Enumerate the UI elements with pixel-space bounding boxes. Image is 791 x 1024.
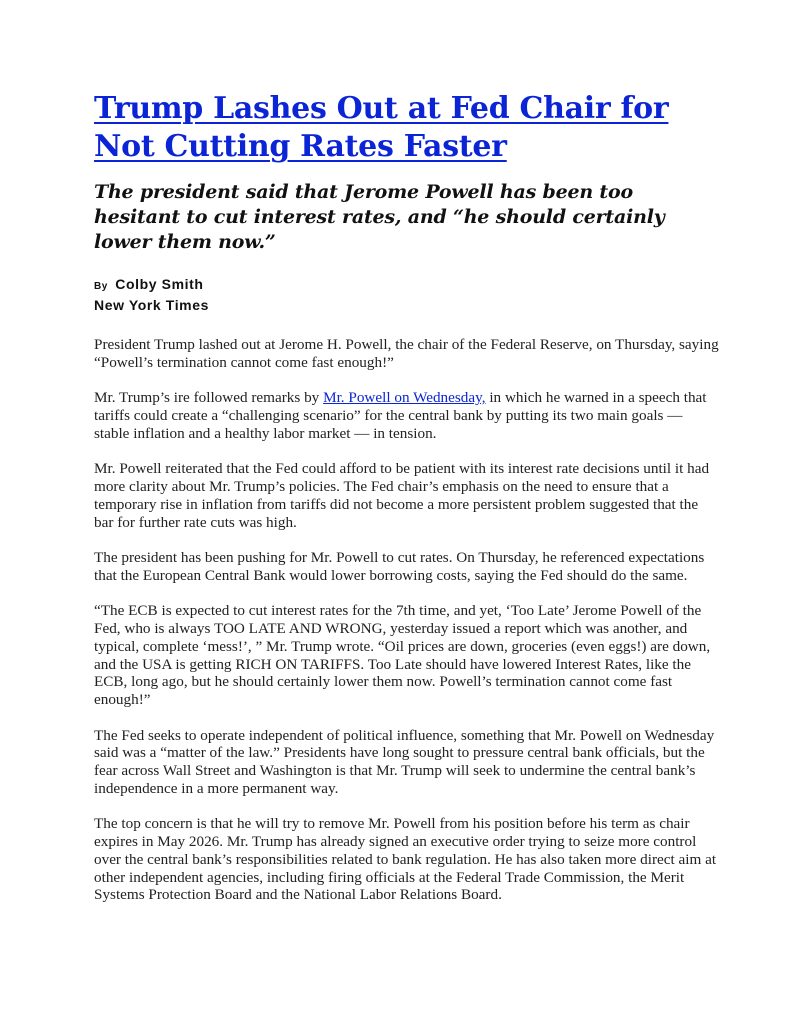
paragraph-2-lead: Mr. Trump’s ire followed remarks by [94,389,324,407]
article-body [94,336,719,904]
byline-author: Colby Smith [115,276,204,292]
article-page [94,90,719,922]
powell-wednesday-link[interactable]: Mr. Powell on Wednesday, [323,389,486,407]
paragraph-6: The Fed seeks to operate independent of political influence, something that Mr. Powell on Wednesday said was a “matter of the law.” Presidents have long sought to pressure central bank officials, but the fear across Wall Street and Washington is that Mr. Trump will seek to undermine the central bank’s independence in a more permanent way. [94,726,715,797]
paragraph-1: President Trump lashed out at Jerome H. Powell, the chair of the Federal Reserve, on Thursday, saying “Powell’s termination cannot come fast enough!” [94,336,719,371]
paragraph-2 [94,389,719,442]
byline-publication: New York Times [94,297,210,313]
byline-prefix: By [94,281,108,292]
paragraph-5: “The ECB is expected to cut interest rates for the 7th time, and yet, ‘Too Late’ Jerome Powell of the Fed, who is always TOO LATE AND WRONG, yesterday issued a report which was another, and typical, complete ‘mess!’, ” Mr. Trump wrote. “Oil prices are down, groceries (even eggs!) are down, and the USA is getting RICH ON TARIFFS. Too Late should have lowered Interest Rates, like the ECB, long ago, but he should certainly lower them now. Powell’s termination cannot come fast enough!” [94,602,711,709]
byline [94,275,719,314]
paragraph-4: The president has been pushing for Mr. Powell to cut rates. On Thursday, he referenced expectations that the European Central Bank would lower borrowing costs, saying the Fed should do the same. [94,548,705,584]
subheadline: The president said that Jerome Powell has been too hesitant to cut interest rates, and “he should certainly lower them now.” [94,181,665,253]
paragraph-7: The top concern is that he will try to remove Mr. Powell from his position before his term as chair expires in May 2026. Mr. Trump has already signed an executive order trying to seize more control over the central bank’s responsibilities related to bank regulation. He has also taken more direct aim at other independent agencies, including firing officials at the Federal Trade Commission, the Merit Systems Protection Board and the National Labor Relations Board. [94,815,717,904]
paragraph-3: Mr. Powell reiterated that the Fed could afford to be patient with its interest rate decisions until it had more clarity about Mr. Trump’s policies. The Fed chair’s emphasis on the need to ensure that a temporary rise in inflation from tariffs did not become a more persistent problem suggested that the bar for further rate cuts was high. [94,460,710,531]
headline-link[interactable] [94,90,719,166]
headline-text[interactable]: Trump Lashes Out at Fed Chair for Not Cutting Rates Faster [94,91,669,164]
paragraph-2-rest: in which he warned in a speech that tariffs could create a “challenging scenario” for the central bank by putting its two main goals — stable inflation and a healthy labor market — in tension. [94,389,707,442]
byline-author-line [94,275,719,296]
